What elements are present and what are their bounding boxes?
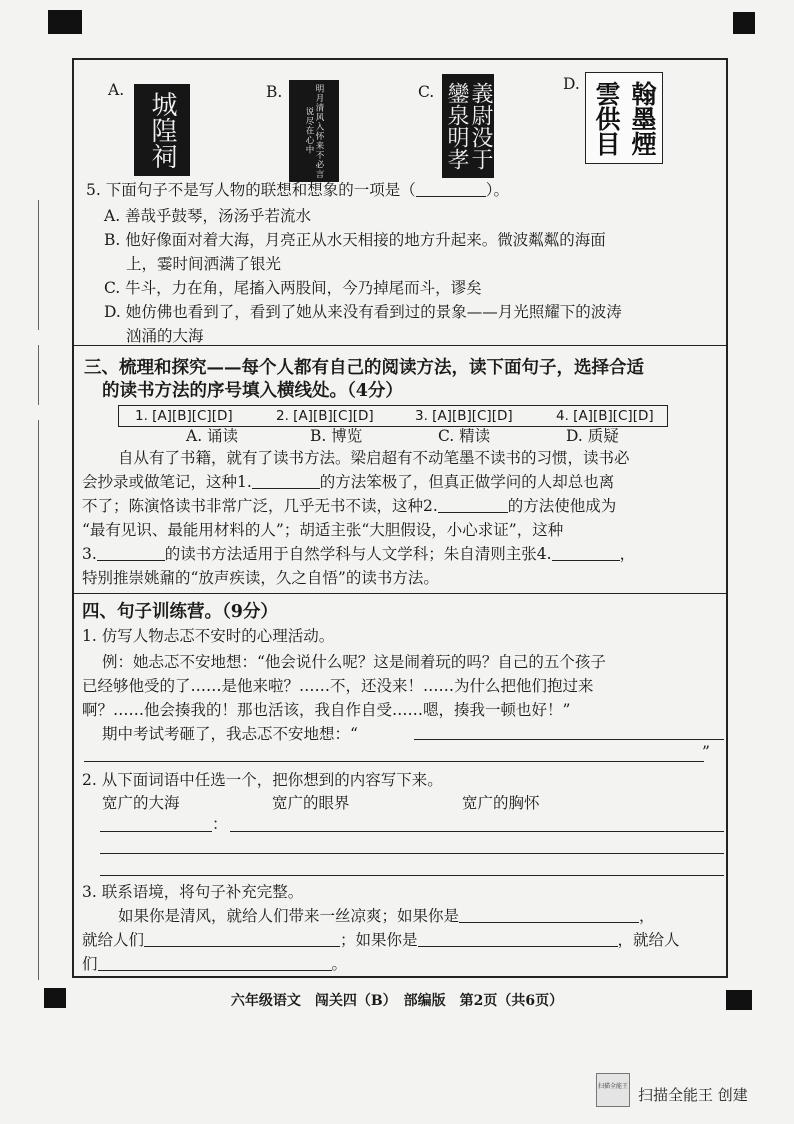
q5-option-a: A. 善哉乎鼓琴，汤汤乎若流水 [104, 207, 312, 225]
q5-stem-text: 5. 下面句子不是写人物的联想和想象的一项是（ [86, 181, 416, 199]
reading-passage-line6: 特别推崇姚鼐的“放声疾读，久之自悟”的读书方法。 [82, 569, 439, 587]
binding-margin-line [38, 420, 39, 980]
s4-word-choice-3: 宽广的胸怀 [462, 794, 540, 812]
calligraphy-image-b: 明月清风入怀来不必言说尽在心中 [289, 80, 339, 182]
passage-text: 的读书方法适用于自然学科与人文学科；朱自清则主张4. [164, 545, 552, 563]
s4-q2-answer-line[interactable] [230, 831, 724, 832]
section4-title: 四、句子训练营。（9分） [82, 602, 278, 622]
binding-margin-line [38, 345, 39, 405]
passage-text: 的方法笨极了，但真正做学问的人却总也离 [319, 473, 615, 491]
calligraphy-image-a: 城隍祠 [134, 84, 190, 176]
s4-q1-answer-line[interactable] [84, 761, 704, 762]
passage-text: 会抄录或做笔记，这种1. [82, 473, 252, 491]
s4-q3-blank-2[interactable] [144, 931, 340, 947]
s4-q3-text: 。 [331, 955, 348, 973]
scanner-watermark-logo [596, 1073, 630, 1107]
passage-text: ， [619, 545, 636, 563]
method-option-c: C. 精读 [438, 427, 491, 445]
answer-bubble-1[interactable]: 1. [A][B][C][D] [135, 408, 233, 424]
registration-mark-top-right [733, 12, 755, 34]
reading-passage-line5 [82, 544, 635, 564]
s4-closing-quote: ” [702, 743, 710, 761]
s4-q2-word-blank[interactable] [100, 831, 212, 832]
s4-q2-prompt: 2. 从下面词语中任选一个，把你想到的内容写下来。 [82, 771, 443, 789]
s4-q3-line3 [82, 954, 347, 974]
s4-q3-text: ，就给人 [617, 931, 680, 949]
q5-stem [86, 180, 509, 200]
section-divider [74, 345, 726, 346]
s4-q3-text: 如果你是清风，就给人们带来一丝凉爽；如果你是 [118, 907, 460, 925]
s4-q3-text: 就给人们 [82, 931, 145, 949]
method-option-b: B. 博览 [310, 427, 363, 445]
s4-q1-prompt: 1. 仿写人物忐忑不安时的心理活动。 [82, 627, 335, 645]
method-option-a: A. 诵读 [186, 427, 239, 445]
answer-sheet-row [118, 405, 668, 427]
s4-q2-colon: ： [212, 815, 228, 833]
reading-passage-line3 [82, 496, 616, 516]
binding-margin-line [38, 200, 39, 330]
s4-prompt-line: 期中考试考砸了，我忐忑不安地想：“ [102, 725, 358, 743]
s4-q3-text: ， [639, 907, 655, 925]
s4-example-line3: 啊？……他会揍我的！那也活该，我自作自受……嗯，揍我一顿也好！” [82, 701, 571, 719]
s4-q3-prompt: 3. 联系语境，将句子补充完整。 [82, 883, 304, 901]
s4-q3-line1 [118, 906, 655, 926]
calligraphy-option-c-label: C. [418, 83, 435, 101]
fill-blank-1[interactable] [252, 473, 320, 489]
s4-q3-line2 [82, 930, 680, 950]
passage-text: 3. [82, 545, 97, 563]
s4-q3-blank-1[interactable] [459, 907, 639, 923]
fill-blank-3[interactable] [97, 545, 165, 561]
scanner-watermark-badge: 扫描全能王 [597, 1083, 628, 1090]
page-footer: 六年级语文 闯关四（B） 部编版 第2页（共6页） [230, 993, 564, 1009]
q5-option-c: C. 牛斗，力在角，尾搐入两股间，今乃掉尾而斗，谬矣 [104, 279, 482, 297]
s4-word-choice-1: 宽广的大海 [102, 794, 180, 812]
section3-title-line1: 三、梳理和探究——每个人都有自己的阅读方法，读下面句子，选择合适 [84, 358, 644, 378]
method-option-d: D. 质疑 [566, 427, 619, 445]
passage-text: 不了；陈演恪读书非常广泛，几乎无书不读，这种2. [82, 497, 438, 515]
s4-q3-text: ；如果你是 [340, 931, 418, 949]
answer-bubble-2[interactable]: 2. [A][B][C][D] [276, 408, 374, 424]
reading-passage-line2 [82, 472, 614, 492]
scanner-watermark-text: 扫描全能王 创建 [638, 1086, 748, 1104]
s4-word-choice-2: 宽广的眼界 [272, 794, 350, 812]
q5-option-b-line2: 上，霎时间洒满了银光 [126, 255, 282, 273]
s4-example-line2: 已经够他受的了……是他来啦？……不，还没来！……为什么把他们抱过来 [82, 677, 594, 695]
s4-q3-text: 们 [82, 955, 98, 973]
calligraphy-option-b-label: B. [266, 83, 283, 101]
reading-passage-line4: “最有见识、最能用材料的人”；胡适主张“大胆假设，小心求证”，这种 [82, 521, 564, 539]
reading-passage-line1: 自从有了书籍，就有了读书方法。梁启超有不动笔墨不读书的习惯，读书必 [118, 449, 630, 467]
passage-text: 的方法使他成为 [507, 497, 617, 515]
s4-example-line1: 例：她忐忑不安地想：“他会说什么呢？这是闹着玩的吗？自己的五个孩子 [102, 653, 606, 671]
fill-blank-4[interactable] [552, 545, 620, 561]
q5-stem-end: ）。 [485, 181, 509, 199]
calligraphy-image-d: 翰墨煙雲供目 [585, 72, 663, 164]
s4-q3-blank-4[interactable] [98, 955, 332, 971]
s4-q1-answer-line[interactable] [414, 739, 724, 740]
s4-q2-answer-line[interactable] [100, 875, 724, 876]
answer-bubble-4[interactable]: 4. [A][B][C][D] [556, 408, 654, 424]
exam-page-frame [72, 58, 728, 978]
q5-option-d-line2: 汹涌的大海 [126, 327, 204, 345]
registration-mark-top-left [48, 10, 82, 34]
calligraphy-option-a-label: A. [108, 81, 125, 99]
q5-option-d-line1: D. 她仿佛也看到了，看到了她从来没有看到过的景象——月光照耀下的波涛 [104, 303, 622, 321]
q5-answer-blank[interactable] [416, 181, 486, 197]
section-divider [74, 593, 726, 594]
answer-bubble-3[interactable]: 3. [A][B][C][D] [415, 408, 513, 424]
q5-option-b-line1: B. 他好像面对着大海，月亮正从水天相接的地方升起来。微波粼粼的海面 [104, 231, 606, 249]
calligraphy-image-c: 義尉没于鑾泉明孝 [442, 74, 494, 178]
section3-title-line2: 的读书方法的序号填入横线处。（4分） [102, 381, 403, 401]
s4-q2-answer-line[interactable] [100, 853, 724, 854]
calligraphy-option-d-label: D. [563, 75, 580, 93]
fill-blank-2[interactable] [438, 497, 508, 513]
s4-q3-blank-3[interactable] [418, 931, 618, 947]
